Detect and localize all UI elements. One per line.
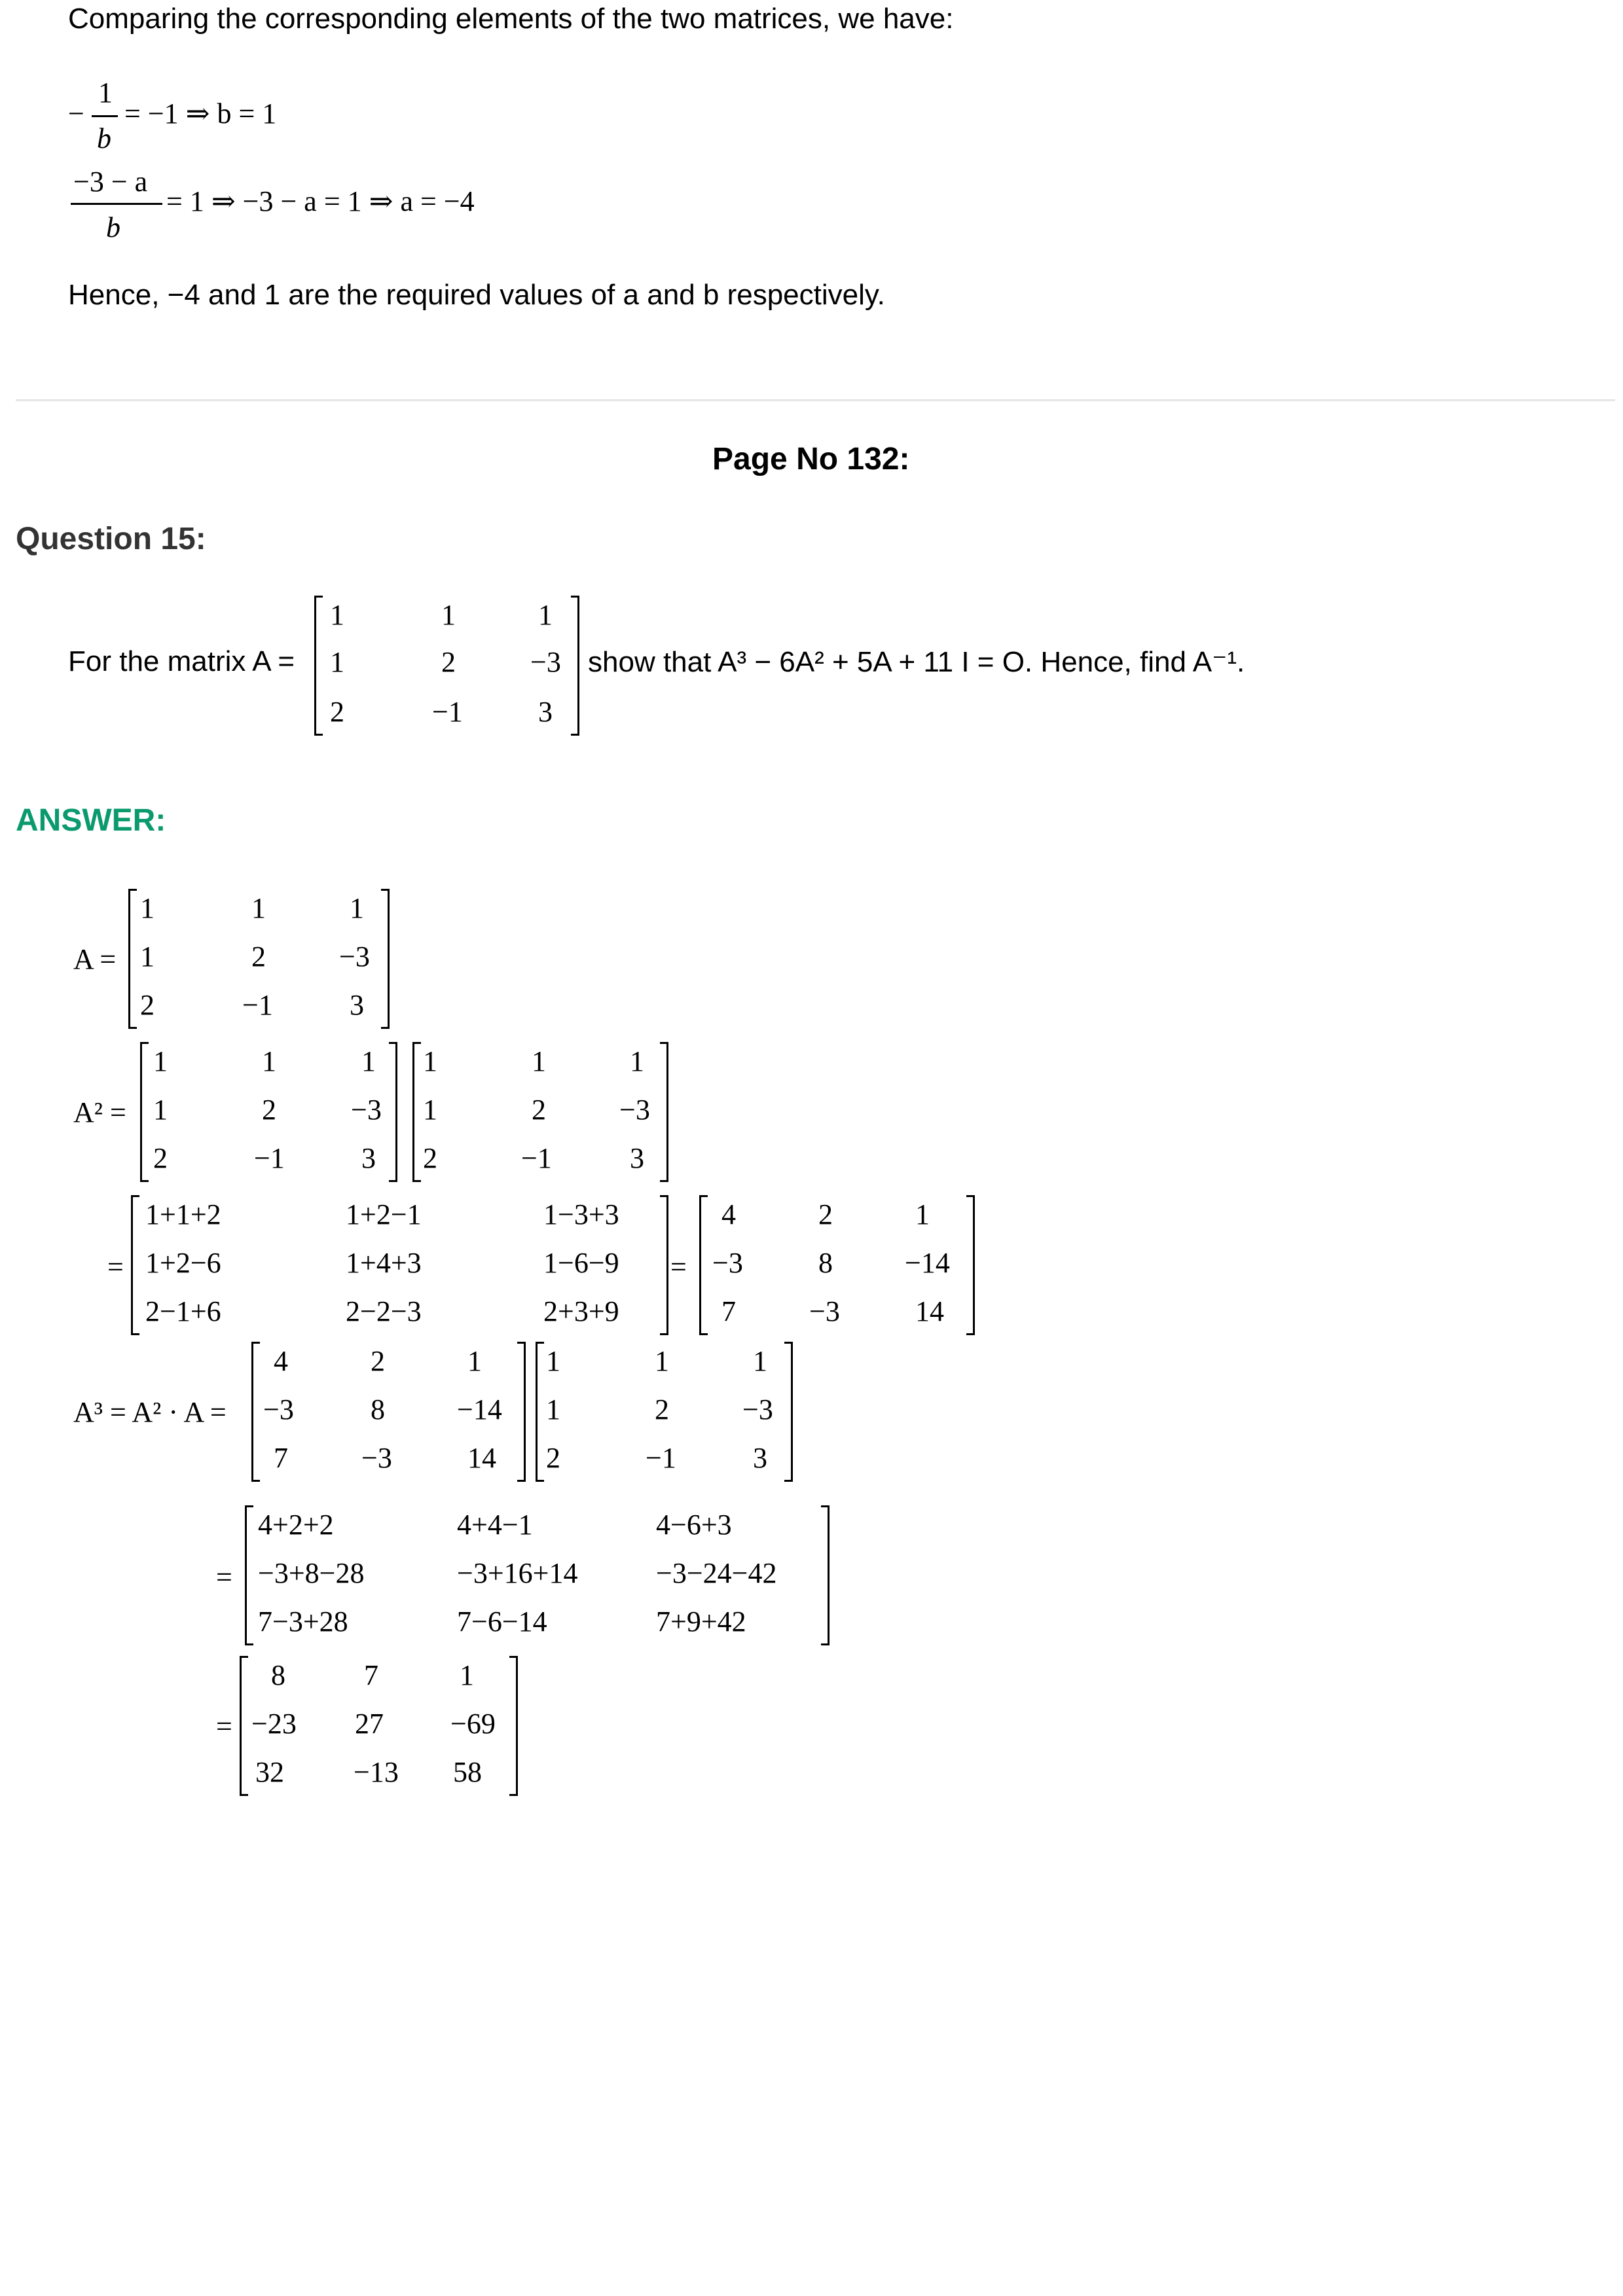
question-matrix-left-bracket [314, 596, 323, 736]
eq2-fraction-bar [71, 203, 162, 205]
eq1-denominator: b [97, 122, 111, 154]
a2m2-1-0: 1 [423, 1094, 437, 1126]
a3m1-2-0: 7 [274, 1442, 288, 1474]
a2e-1-0: 1+2−6 [145, 1247, 221, 1279]
a2e-0-2: 1−3+3 [543, 1198, 619, 1230]
A2-m2-left-bracket [412, 1042, 421, 1182]
q-m-0-2: 1 [538, 599, 553, 631]
q-m-0-1: 1 [441, 599, 456, 631]
a2m1-0-0: 1 [153, 1045, 168, 1077]
a3r-2-1: −13 [354, 1756, 399, 1788]
a2r-2-1: −3 [809, 1295, 840, 1327]
A2-result-equals: = [670, 1251, 687, 1283]
A2-exp-right-bracket [660, 1195, 668, 1335]
A3-m2-left-bracket [536, 1342, 544, 1482]
a2e-1-2: 1−6−9 [543, 1247, 619, 1279]
A2-m1-left-bracket [140, 1042, 149, 1182]
eq1-rest: = −1 ⇒ b = 1 [124, 98, 277, 130]
a3e-2-0: 7−3+28 [258, 1605, 348, 1638]
a2m2-2-0: 2 [423, 1142, 437, 1174]
a2m1-0-1: 1 [262, 1045, 276, 1077]
a3m1-1-1: 8 [371, 1393, 385, 1426]
a2r-1-2: −14 [905, 1247, 950, 1279]
a3m1-2-2: 14 [467, 1442, 496, 1474]
a3m2-2-2: 3 [753, 1442, 767, 1474]
a2r-0-1: 2 [818, 1198, 833, 1230]
A2-expanded-equals: = [107, 1251, 124, 1283]
a3m2-1-0: 1 [546, 1393, 560, 1426]
page-number-heading: Page No 132: [712, 442, 910, 476]
a2m1-0-2: 1 [361, 1045, 376, 1077]
a3m1-0-2: 1 [467, 1345, 482, 1377]
answer-A2-label: A² = [73, 1096, 126, 1128]
a-0-0: 1 [140, 892, 155, 924]
a2m2-0-2: 1 [630, 1045, 644, 1077]
a2r-1-0: −3 [712, 1247, 743, 1279]
a3m1-1-0: −3 [263, 1393, 294, 1426]
a2r-0-2: 1 [915, 1198, 930, 1230]
question-matrix-right-bracket [571, 596, 579, 736]
a3m2-0-1: 1 [655, 1345, 669, 1377]
a3r-1-2: −69 [450, 1708, 496, 1740]
A3-res-left-bracket [240, 1656, 248, 1796]
a3e-1-1: −3+16+14 [457, 1557, 578, 1589]
a3m2-0-2: 1 [753, 1345, 767, 1377]
a3m1-1-2: −14 [457, 1393, 502, 1426]
A3-result-equals: = [216, 1710, 232, 1742]
a3m1-2-1: −3 [361, 1442, 392, 1474]
eq1-fraction-bar [92, 115, 118, 117]
A3-exp-right-bracket [821, 1505, 830, 1645]
a2m1-1-2: −3 [351, 1094, 382, 1126]
A2-res-left-bracket [699, 1195, 708, 1335]
a2m1-2-2: 3 [361, 1142, 376, 1174]
eq2-rest: = 1 ⇒ −3 − a = 1 ⇒ a = −4 [166, 185, 475, 217]
eq1-prefix: − [68, 98, 84, 130]
a2m1-1-1: 2 [262, 1094, 276, 1126]
a3m2-1-2: −3 [742, 1393, 773, 1426]
A2-exp-left-bracket [131, 1195, 139, 1335]
a2r-2-2: 14 [915, 1295, 944, 1327]
answer-A-left-bracket [128, 889, 137, 1029]
answer-A-label: A = [73, 943, 117, 975]
intro-comparing-text: Comparing the corresponding elements of the two matrices, we have: [68, 3, 954, 35]
a2m2-2-1: −1 [521, 1142, 552, 1174]
a2e-0-1: 1+2−1 [346, 1198, 422, 1230]
a2r-2-0: 7 [721, 1295, 736, 1327]
a-0-1: 1 [251, 892, 266, 924]
a2e-2-2: 2+3+9 [543, 1295, 619, 1327]
q-m-2-0: 2 [330, 696, 344, 728]
eq2-numerator: −3 − a [73, 166, 148, 198]
a-1-2: −3 [339, 941, 370, 973]
A3-m1-left-bracket [251, 1342, 260, 1482]
a-2-2: 3 [350, 989, 364, 1021]
a3r-2-2: 58 [453, 1756, 482, 1788]
a3e-0-2: 4−6+3 [656, 1509, 732, 1541]
question-text-before: For the matrix A = [68, 645, 295, 677]
question-heading: Question 15: [16, 522, 206, 556]
a3e-1-0: −3+8−28 [258, 1557, 365, 1589]
q-m-1-0: 1 [330, 646, 344, 678]
A2-m2-right-bracket [660, 1042, 668, 1182]
q-m-1-1: 2 [441, 646, 456, 678]
a2m1-1-0: 1 [153, 1094, 168, 1126]
a2r-0-0: 4 [721, 1198, 736, 1230]
section-divider [16, 399, 1615, 401]
a-0-2: 1 [350, 892, 364, 924]
a3m1-0-0: 4 [274, 1345, 288, 1377]
a3m1-0-1: 2 [371, 1345, 385, 1377]
a-2-0: 2 [140, 989, 155, 1021]
q-m-2-2: 3 [538, 696, 553, 728]
a3m2-0-0: 1 [546, 1345, 560, 1377]
a3e-0-1: 4+4−1 [457, 1509, 533, 1541]
a3e-2-2: 7+9+42 [656, 1605, 746, 1638]
a2e-0-0: 1+1+2 [145, 1198, 221, 1230]
A3-exp-left-bracket [245, 1505, 253, 1645]
A2-m1-right-bracket [389, 1042, 397, 1182]
a2m2-0-1: 1 [532, 1045, 546, 1077]
a-1-0: 1 [140, 941, 155, 973]
a3e-1-2: −3−24−42 [656, 1557, 777, 1589]
a3r-2-0: 32 [255, 1756, 284, 1788]
A3-res-right-bracket [509, 1656, 518, 1796]
a-2-1: −1 [242, 989, 273, 1021]
intro-hence-text: Hence, −4 and 1 are the required values of a and b respectively. [68, 279, 885, 311]
answer-A3-label: A³ = A² · A = [73, 1396, 227, 1428]
a3r-0-0: 8 [271, 1659, 285, 1691]
a2e-2-1: 2−2−3 [346, 1295, 422, 1327]
answer-heading: ANSWER: [16, 803, 166, 838]
a2e-1-1: 1+4+3 [346, 1247, 422, 1279]
answer-A-right-bracket [381, 889, 390, 1029]
a2r-1-1: 8 [818, 1247, 833, 1279]
a2e-2-0: 2−1+6 [145, 1295, 221, 1327]
a3r-0-1: 7 [364, 1659, 378, 1691]
question-text-after: show that A³ − 6A² + 5A + 11 I = O. Hence, find A⁻¹. [588, 646, 1245, 678]
a3r-1-0: −23 [251, 1708, 297, 1740]
eq1-numerator: 1 [98, 77, 113, 109]
a2m2-1-1: 2 [532, 1094, 546, 1126]
q-m-1-2: −3 [530, 646, 561, 678]
q-m-0-0: 1 [330, 599, 344, 631]
a3m2-2-1: −1 [646, 1442, 676, 1474]
eq2-denominator: b [106, 211, 120, 243]
q-m-2-1: −1 [432, 696, 463, 728]
a2m1-2-0: 2 [153, 1142, 168, 1174]
a3e-2-1: 7−6−14 [457, 1605, 547, 1638]
a3m2-2-0: 2 [546, 1442, 560, 1474]
a2m2-2-2: 3 [630, 1142, 644, 1174]
a-1-1: 2 [251, 941, 266, 973]
A2-res-right-bracket [966, 1195, 975, 1335]
a3r-0-2: 1 [460, 1659, 474, 1691]
A3-m2-right-bracket [784, 1342, 793, 1482]
a3e-0-0: 4+2+2 [258, 1509, 334, 1541]
a2m2-1-2: −3 [619, 1094, 650, 1126]
A3-expanded-equals: = [216, 1561, 232, 1593]
a2m2-0-0: 1 [423, 1045, 437, 1077]
a2m1-2-1: −1 [254, 1142, 285, 1174]
a3r-1-1: 27 [355, 1708, 384, 1740]
A3-m1-right-bracket [517, 1342, 526, 1482]
a3m2-1-1: 2 [655, 1393, 669, 1426]
